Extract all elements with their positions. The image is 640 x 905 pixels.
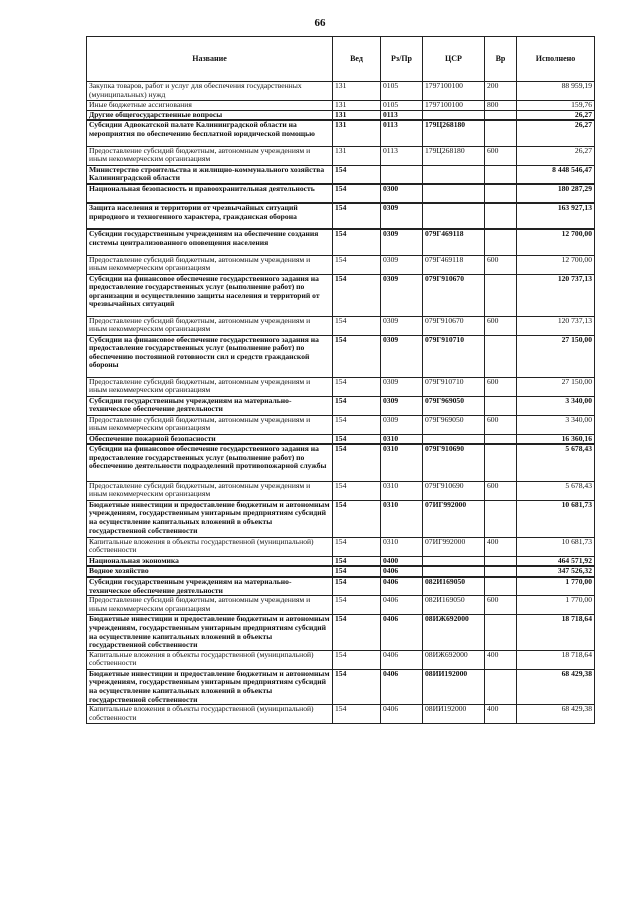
table-row (87, 203, 595, 229)
cell-executed: 120 737,13 (517, 274, 595, 316)
cell-vr (485, 203, 517, 229)
cell-executed: 88 959,19 (517, 82, 595, 101)
cell-vr: 400 (485, 705, 517, 724)
cell-executed: 120 737,13 (517, 316, 595, 335)
cell-rzpr: 0309 (381, 229, 423, 255)
cell-vr: 800 (485, 101, 517, 111)
cell-vr (485, 229, 517, 255)
cell-ved: 154 (333, 165, 381, 184)
cell-vr: 600 (485, 316, 517, 335)
cell-executed: 1 770,00 (517, 596, 595, 615)
cell-csr: 079Г969050 (423, 396, 485, 415)
budget-table (86, 36, 595, 724)
cell-csr: 079Г910710 (423, 377, 485, 396)
cell-executed: 16 360,16 (517, 434, 595, 444)
cell-ved: 154 (333, 596, 381, 615)
cell-vr: 600 (485, 596, 517, 615)
cell-name: Другие общегосударственные вопросы (87, 110, 333, 120)
cell-executed: 10 681,73 (517, 537, 595, 556)
cell-executed: 8 448 546,47 (517, 165, 595, 184)
cell-csr: 079Г910690 (423, 481, 485, 500)
cell-rzpr: 0309 (381, 203, 423, 229)
cell-csr (423, 203, 485, 229)
cell-vr (485, 434, 517, 444)
cell-ved: 154 (333, 444, 381, 481)
cell-rzpr (381, 165, 423, 184)
table-row (87, 82, 595, 101)
cell-ved: 154 (333, 537, 381, 556)
cell-rzpr: 0406 (381, 705, 423, 724)
table-row (87, 615, 595, 650)
table-row (87, 415, 595, 434)
header-ved: Вед (333, 37, 381, 82)
cell-ved: 154 (333, 229, 381, 255)
cell-name: Капитальные вложения в объекты государственной (муниципальной) собственности (87, 705, 333, 724)
table-row (87, 255, 595, 274)
cell-executed: 27 150,00 (517, 335, 595, 377)
cell-csr: 07ИГ992000 (423, 537, 485, 556)
cell-ved: 154 (333, 274, 381, 316)
cell-executed: 347 526,32 (517, 566, 595, 577)
table-body (87, 82, 595, 724)
cell-vr: 200 (485, 82, 517, 101)
cell-vr (485, 184, 517, 203)
cell-csr: 07ИГ992000 (423, 500, 485, 537)
cell-csr (423, 566, 485, 577)
cell-ved: 154 (333, 650, 381, 669)
cell-csr: 179Ц268180 (423, 146, 485, 165)
cell-rzpr: 0406 (381, 650, 423, 669)
cell-csr (423, 110, 485, 120)
cell-name: Бюджетные инвестиции и предоставление бюджетным и автономным учреждениям, государственным унитарным предприятиям субсидий на осуществление капитальных вложений в объекты государственной собственности (87, 669, 333, 704)
table-row (87, 500, 595, 537)
cell-ved: 131 (333, 82, 381, 101)
cell-vr: 600 (485, 377, 517, 396)
table-row (87, 596, 595, 615)
cell-vr: 400 (485, 537, 517, 556)
cell-ved: 154 (333, 500, 381, 537)
header-name: Название (87, 37, 333, 82)
cell-csr: 1797100100 (423, 82, 485, 101)
cell-csr: 082И169050 (423, 577, 485, 596)
cell-name: Капитальные вложения в объекты государственной (муниципальной) собственности (87, 650, 333, 669)
cell-name: Бюджетные инвестиции и предоставление бюджетным и автономным учреждениям, государственным унитарным предприятиям субсидий на осуществление капитальных вложений в объекты государственной собственности (87, 500, 333, 537)
cell-csr: 1797100100 (423, 101, 485, 111)
cell-csr: 082И169050 (423, 596, 485, 615)
cell-vr (485, 274, 517, 316)
cell-ved: 154 (333, 434, 381, 444)
cell-name: Капитальные вложения в объекты государственной (муниципальной) собственности (87, 537, 333, 556)
cell-vr (485, 615, 517, 650)
cell-name: Защита населения и территории от чрезвычайных ситуаций природного и техногенного характера, гражданская оборона (87, 203, 333, 229)
cell-rzpr: 0406 (381, 566, 423, 577)
table-row (87, 146, 595, 165)
cell-rzpr: 0310 (381, 537, 423, 556)
cell-executed: 26,27 (517, 120, 595, 146)
cell-executed: 27 150,00 (517, 377, 595, 396)
cell-executed: 12 700,00 (517, 255, 595, 274)
cell-rzpr: 0406 (381, 669, 423, 704)
cell-csr (423, 165, 485, 184)
cell-executed: 464 571,92 (517, 556, 595, 566)
cell-executed: 18 718,64 (517, 615, 595, 650)
cell-ved: 131 (333, 146, 381, 165)
cell-name: Предоставление субсидий бюджетным, автономным учреждениям и иным некоммерческим организациям (87, 316, 333, 335)
cell-rzpr: 0105 (381, 82, 423, 101)
cell-vr (485, 444, 517, 481)
cell-vr: 600 (485, 146, 517, 165)
table-row (87, 377, 595, 396)
cell-rzpr: 0105 (381, 101, 423, 111)
table-row (87, 669, 595, 704)
cell-ved: 154 (333, 669, 381, 704)
cell-executed: 180 287,29 (517, 184, 595, 203)
cell-rzpr: 0113 (381, 120, 423, 146)
cell-executed: 26,27 (517, 110, 595, 120)
cell-executed: 3 340,00 (517, 396, 595, 415)
cell-ved: 131 (333, 120, 381, 146)
cell-executed: 68 429,38 (517, 669, 595, 704)
cell-ved: 154 (333, 335, 381, 377)
cell-ved: 154 (333, 481, 381, 500)
table-row (87, 101, 595, 111)
cell-vr (485, 165, 517, 184)
cell-ved: 154 (333, 566, 381, 577)
cell-vr (485, 396, 517, 415)
header-csr: ЦСР (423, 37, 485, 82)
cell-ved: 154 (333, 255, 381, 274)
cell-vr (485, 120, 517, 146)
cell-name: Субсидии на финансовое обеспечение государственного задания на предоставление государственных услуг (выполнение работ) по организации и осуществлению защиты населения и территорий от чрезвычайных ситуаций (87, 274, 333, 316)
cell-rzpr: 0310 (381, 444, 423, 481)
header-rzpr: Рз/Пр (381, 37, 423, 82)
cell-name: Закупка товаров, работ и услуг для обеспечения государственных (муниципальных) нужд (87, 82, 333, 101)
cell-rzpr: 0309 (381, 255, 423, 274)
cell-rzpr: 0300 (381, 184, 423, 203)
header-executed: Исполнено (517, 37, 595, 82)
cell-name: Национальная экономика (87, 556, 333, 566)
cell-vr (485, 500, 517, 537)
cell-name: Субсидии государственным учреждениям на материально-техническое обеспечение деятельности (87, 396, 333, 415)
cell-ved: 154 (333, 184, 381, 203)
cell-executed: 5 678,43 (517, 444, 595, 481)
cell-csr: 079Г969050 (423, 415, 485, 434)
cell-vr: 600 (485, 255, 517, 274)
cell-ved: 154 (333, 203, 381, 229)
cell-rzpr: 0406 (381, 615, 423, 650)
cell-csr: 079Г910670 (423, 274, 485, 316)
cell-ved: 154 (333, 396, 381, 415)
cell-name: Субсидии на финансовое обеспечение государственного задания на предоставление государственных услуг (выполнение работ) по обеспечению деятельности подразделений противопожарной службы (87, 444, 333, 481)
table-row (87, 184, 595, 203)
cell-rzpr: 0310 (381, 500, 423, 537)
cell-csr: 079Г469118 (423, 229, 485, 255)
cell-csr: 079Г469118 (423, 255, 485, 274)
cell-executed: 68 429,38 (517, 705, 595, 724)
cell-name: Субсидии на финансовое обеспечение государственного задания на предоставление государственных услуг (выполнение работ) по обеспечению постоянной готовности сил и средств гражданской обороны (87, 335, 333, 377)
cell-executed: 18 718,64 (517, 650, 595, 669)
cell-rzpr: 0310 (381, 481, 423, 500)
cell-ved: 131 (333, 101, 381, 111)
cell-name: Предоставление субсидий бюджетным, автономным учреждениям и иным некоммерческим организациям (87, 255, 333, 274)
table-row (87, 316, 595, 335)
table-row (87, 434, 595, 444)
cell-rzpr: 0309 (381, 274, 423, 316)
table-row (87, 229, 595, 255)
cell-name: Предоставление субсидий бюджетным, автономным учреждениям и иным некоммерческим организациям (87, 481, 333, 500)
table-row (87, 110, 595, 120)
cell-csr: 08ИЖ692000 (423, 650, 485, 669)
cell-csr: 079Г910670 (423, 316, 485, 335)
cell-executed: 163 927,13 (517, 203, 595, 229)
cell-rzpr: 0309 (381, 396, 423, 415)
cell-rzpr: 0310 (381, 434, 423, 444)
cell-rzpr: 0406 (381, 596, 423, 615)
table-header-row (87, 37, 595, 82)
cell-ved: 154 (333, 615, 381, 650)
cell-csr: 079Г910690 (423, 444, 485, 481)
cell-ved: 154 (333, 377, 381, 396)
table-row (87, 444, 595, 481)
cell-executed: 5 678,43 (517, 481, 595, 500)
table-row (87, 120, 595, 146)
cell-csr: 079Г910710 (423, 335, 485, 377)
cell-rzpr: 0309 (381, 377, 423, 396)
cell-csr: 08ИЖ692000 (423, 615, 485, 650)
cell-name: Национальная безопасность и правоохранительная деятельность (87, 184, 333, 203)
table-row (87, 650, 595, 669)
cell-rzpr: 0406 (381, 577, 423, 596)
cell-name: Субсидии государственным учреждениям на материально-техническое обеспечение деятельности (87, 577, 333, 596)
cell-executed: 10 681,73 (517, 500, 595, 537)
cell-vr (485, 577, 517, 596)
cell-ved: 154 (333, 415, 381, 434)
cell-csr: 08ИИ192000 (423, 669, 485, 704)
cell-name: Субсидии Адвокатской палате Калининградской области на мероприятия по обеспечению бесплатной юридической помощью (87, 120, 333, 146)
cell-rzpr: 0309 (381, 316, 423, 335)
table-row (87, 556, 595, 566)
table-row (87, 274, 595, 316)
cell-name: Предоставление субсидий бюджетным, автономным учреждениям и иным некоммерческим организациям (87, 377, 333, 396)
cell-executed: 159,76 (517, 101, 595, 111)
cell-name: Водное хозяйство (87, 566, 333, 577)
cell-executed: 3 340,00 (517, 415, 595, 434)
cell-name: Предоставление субсидий бюджетным, автономным учреждениям и иным некоммерческим организациям (87, 146, 333, 165)
cell-ved: 154 (333, 705, 381, 724)
cell-executed: 12 700,00 (517, 229, 595, 255)
cell-rzpr: 0309 (381, 415, 423, 434)
cell-vr (485, 335, 517, 377)
cell-csr: 08ИИ192000 (423, 705, 485, 724)
cell-ved: 154 (333, 316, 381, 335)
cell-name: Иные бюджетные ассигнования (87, 101, 333, 111)
cell-executed: 1 770,00 (517, 577, 595, 596)
table-row (87, 537, 595, 556)
table-row (87, 566, 595, 577)
cell-csr: 179Ц268180 (423, 120, 485, 146)
cell-name: Предоставление субсидий бюджетным, автономным учреждениям и иным некоммерческим организациям (87, 596, 333, 615)
cell-name: Субсидии государственным учреждениям на обеспечение создания системы централизованного оповещения населения (87, 229, 333, 255)
table-row (87, 335, 595, 377)
table-row (87, 481, 595, 500)
cell-name: Предоставление субсидий бюджетным, автономным учреждениям и иным некоммерческим организациям (87, 415, 333, 434)
table-row (87, 396, 595, 415)
cell-csr (423, 434, 485, 444)
table-row (87, 705, 595, 724)
cell-name: Обеспечение пожарной безопасности (87, 434, 333, 444)
cell-vr (485, 556, 517, 566)
cell-vr (485, 110, 517, 120)
cell-rzpr: 0400 (381, 556, 423, 566)
cell-vr: 600 (485, 415, 517, 434)
cell-rzpr: 0113 (381, 146, 423, 165)
table-row (87, 165, 595, 184)
table-row (87, 577, 595, 596)
cell-ved: 154 (333, 556, 381, 566)
cell-name: Бюджетные инвестиции и предоставление бюджетным и автономным учреждениям, государственным унитарным предприятиям субсидий на осуществление капитальных вложений в объекты государственной собственности (87, 615, 333, 650)
cell-csr (423, 556, 485, 566)
cell-ved: 154 (333, 577, 381, 596)
cell-vr (485, 566, 517, 577)
cell-vr (485, 669, 517, 704)
cell-vr: 400 (485, 650, 517, 669)
header-vr: Вр (485, 37, 517, 82)
cell-csr (423, 184, 485, 203)
page-number: 66 (314, 17, 326, 29)
cell-ved: 131 (333, 110, 381, 120)
cell-vr: 600 (485, 481, 517, 500)
cell-name: Министерство строительства и жилищно-коммунального хозяйства Калининградской области (87, 165, 333, 184)
cell-rzpr: 0309 (381, 335, 423, 377)
cell-rzpr: 0113 (381, 110, 423, 120)
cell-executed: 26,27 (517, 146, 595, 165)
